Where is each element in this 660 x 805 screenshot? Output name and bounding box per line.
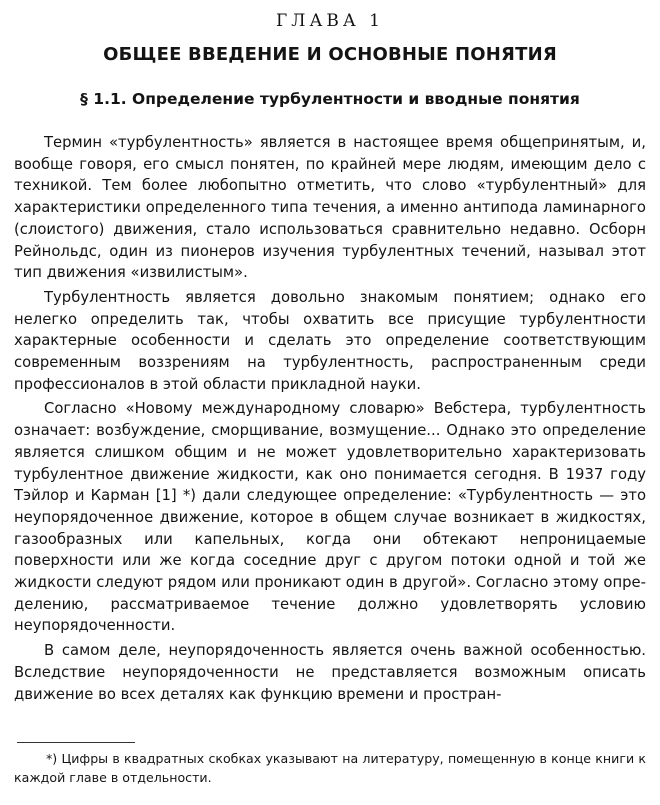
paragraph-3: Согласно «Новому международному словарю» Вебстера, турбулентность означает: возбуждение, сморщивание, возмущение... Однако это определение является слишком общим и не может удовлетворительно характеризовать турбулентное движение жидкости, как оно понимается сегодня. В 1937 году Тэйлор и Карман [1] *) дали следующее определение: «Турбулентность — это неупорядоченное движение, которое в общем случае возникает в жидкостях, газообразных или капельных, когда они обтекают непроницаемые поверхности или же когда соседние друг с другом потоки одной и той же жидкости следуют рядом или проникают один в другой». Согласно этому определению, рассматриваемое течение должно удовлетворять условию неупорядоченности. [14, 400, 646, 635]
paragraph-1: Термин «турбулентность» является в настоящее время общепринятым, и, вообще говоря, его смысл понятен, по крайней мере людям, имеющим дело с техникой. Тем более любопытно отметить, что слово «турбулентный» для характеристики определенного типа течения, а именно антипода ламинарного (слоистого) движения, стало использоваться сравнительно недавно. Осборн Рейнольдс, один из пионеров изучения турбулентных течений, называл этот тип движения «извилистым». [14, 134, 646, 282]
paragraph-2: Турбулентность является довольно знакомым понятием; однако его нелегко определить так, чтобы охватить все присущие турбулентности характерные особенности и сделать это определение соответствующим современным воззрениям на турбулентность, распространенным среди профессионалов в этой области прикладной науки. [14, 288, 646, 393]
body-text [14, 132, 646, 705]
footnote-divider [17, 742, 135, 743]
section-title: § 1.1. Определение турбулентности и вводные понятия [80, 90, 580, 108]
book-page [0, 9, 660, 805]
chapter-title: ОБЩЕЕ ВВЕДЕНИЕ И ОСНОВНЫЕ ПОНЯТИЯ [103, 44, 557, 65]
paragraph-4: В самом деле, неупорядоченность является очень важной особенностью. Вследствие неупорядоченности не представляется возможным описать движение во всех деталях как функцию времени и простран- [14, 642, 646, 703]
footnote: *) Цифры в квадратных скобках указывают на литературу, помещенную в конце книги к каждой главе в отдельности. [14, 751, 646, 785]
chapter-label: ГЛАВА 1 [276, 11, 384, 31]
